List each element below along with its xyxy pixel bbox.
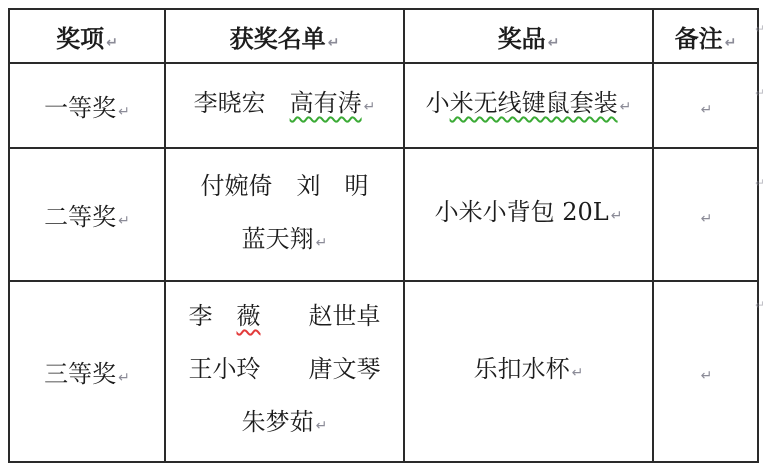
prize-cell[interactable] <box>404 63 653 148</box>
header-label-prize: 奖品 <box>497 23 546 53</box>
pilcrow-mark: ↵ <box>118 104 130 120</box>
text-segment: 付婉倚 刘 明 <box>200 171 369 200</box>
winners-line <box>166 213 403 270</box>
table-row <box>9 63 758 148</box>
text-segment-green-wave: 米无线键鼠套装 <box>449 89 618 117</box>
award-cell[interactable] <box>9 281 165 462</box>
pilcrow-mark: ↵ <box>315 418 328 434</box>
pilcrow-mark: ↵ <box>700 101 713 118</box>
header-cell-award[interactable] <box>9 9 165 63</box>
row-end-mark: ↵ <box>755 22 766 36</box>
note-cell[interactable] <box>653 148 758 281</box>
table-body <box>9 63 758 462</box>
header-label-note: 备注 <box>674 23 723 53</box>
text-segment: 蓝天翔 <box>241 224 314 253</box>
text-segment-green-wave: 高有涛 <box>289 89 362 117</box>
pilcrow-mark: ↵ <box>700 210 713 227</box>
table-row <box>9 148 758 281</box>
winners-line <box>166 77 403 134</box>
prize-line <box>405 343 652 400</box>
award-table <box>8 8 759 463</box>
note-cell[interactable] <box>653 63 758 148</box>
award-cell[interactable] <box>9 63 165 148</box>
row-end-mark: ↵ <box>755 86 766 100</box>
header-label-award: 奖项 <box>56 23 105 53</box>
winners-cell[interactable] <box>165 148 404 281</box>
text-segment: 王小玲 唐文琴 <box>188 355 381 383</box>
award-cell[interactable] <box>9 148 165 281</box>
pilcrow-mark: ↵ <box>118 213 130 229</box>
pilcrow-mark: ↵ <box>700 367 713 384</box>
pilcrow-mark: ↵ <box>724 34 737 51</box>
text-segment: 赵世卓 <box>260 302 381 330</box>
text-segment: 乐扣水杯 <box>473 355 570 383</box>
pilcrow-mark: ↵ <box>619 99 632 115</box>
row-end-mark: ↵ <box>755 176 766 190</box>
pilcrow-mark: ↵ <box>327 34 340 51</box>
winners-cell[interactable] <box>165 281 404 462</box>
award-label: 三等奖 <box>44 360 117 388</box>
winners-line <box>166 290 403 343</box>
winners-line <box>166 343 403 396</box>
prize-cell[interactable] <box>404 148 653 281</box>
text-segment: 李 <box>188 302 237 330</box>
text-segment-red-wave: 薇 <box>236 302 261 330</box>
note-cell[interactable] <box>653 281 758 462</box>
winners-line <box>166 160 403 213</box>
row-end-mark: ↵ <box>755 298 766 312</box>
prize-line <box>405 77 652 134</box>
award-label: 二等奖 <box>44 203 117 231</box>
prize-line <box>405 186 652 243</box>
text-segment: 朱梦茹 <box>241 408 314 436</box>
pilcrow-mark: ↵ <box>571 365 584 381</box>
pilcrow-mark: ↵ <box>315 234 328 251</box>
header-cell-winners[interactable] <box>165 9 404 63</box>
pilcrow-mark: ↵ <box>610 208 623 224</box>
table-header-row <box>9 9 758 63</box>
pilcrow-mark: ↵ <box>363 99 376 115</box>
header-cell-prize[interactable] <box>404 9 653 63</box>
header-label-winners: 获奖名单 <box>229 23 326 53</box>
table-row <box>9 281 758 462</box>
header-cell-note[interactable] <box>653 9 758 63</box>
text-segment: 李晓宏 <box>193 89 290 117</box>
text-segment: 小 <box>425 89 450 117</box>
prize-cell[interactable] <box>404 281 653 462</box>
text-segment: 小米小背包 20L <box>434 198 609 226</box>
winners-line <box>166 396 403 453</box>
pilcrow-mark: ↵ <box>118 370 130 386</box>
winners-cell[interactable] <box>165 63 404 148</box>
pilcrow-mark: ↵ <box>547 34 560 51</box>
pilcrow-mark: ↵ <box>106 34 118 51</box>
award-label: 一等奖 <box>44 94 117 122</box>
